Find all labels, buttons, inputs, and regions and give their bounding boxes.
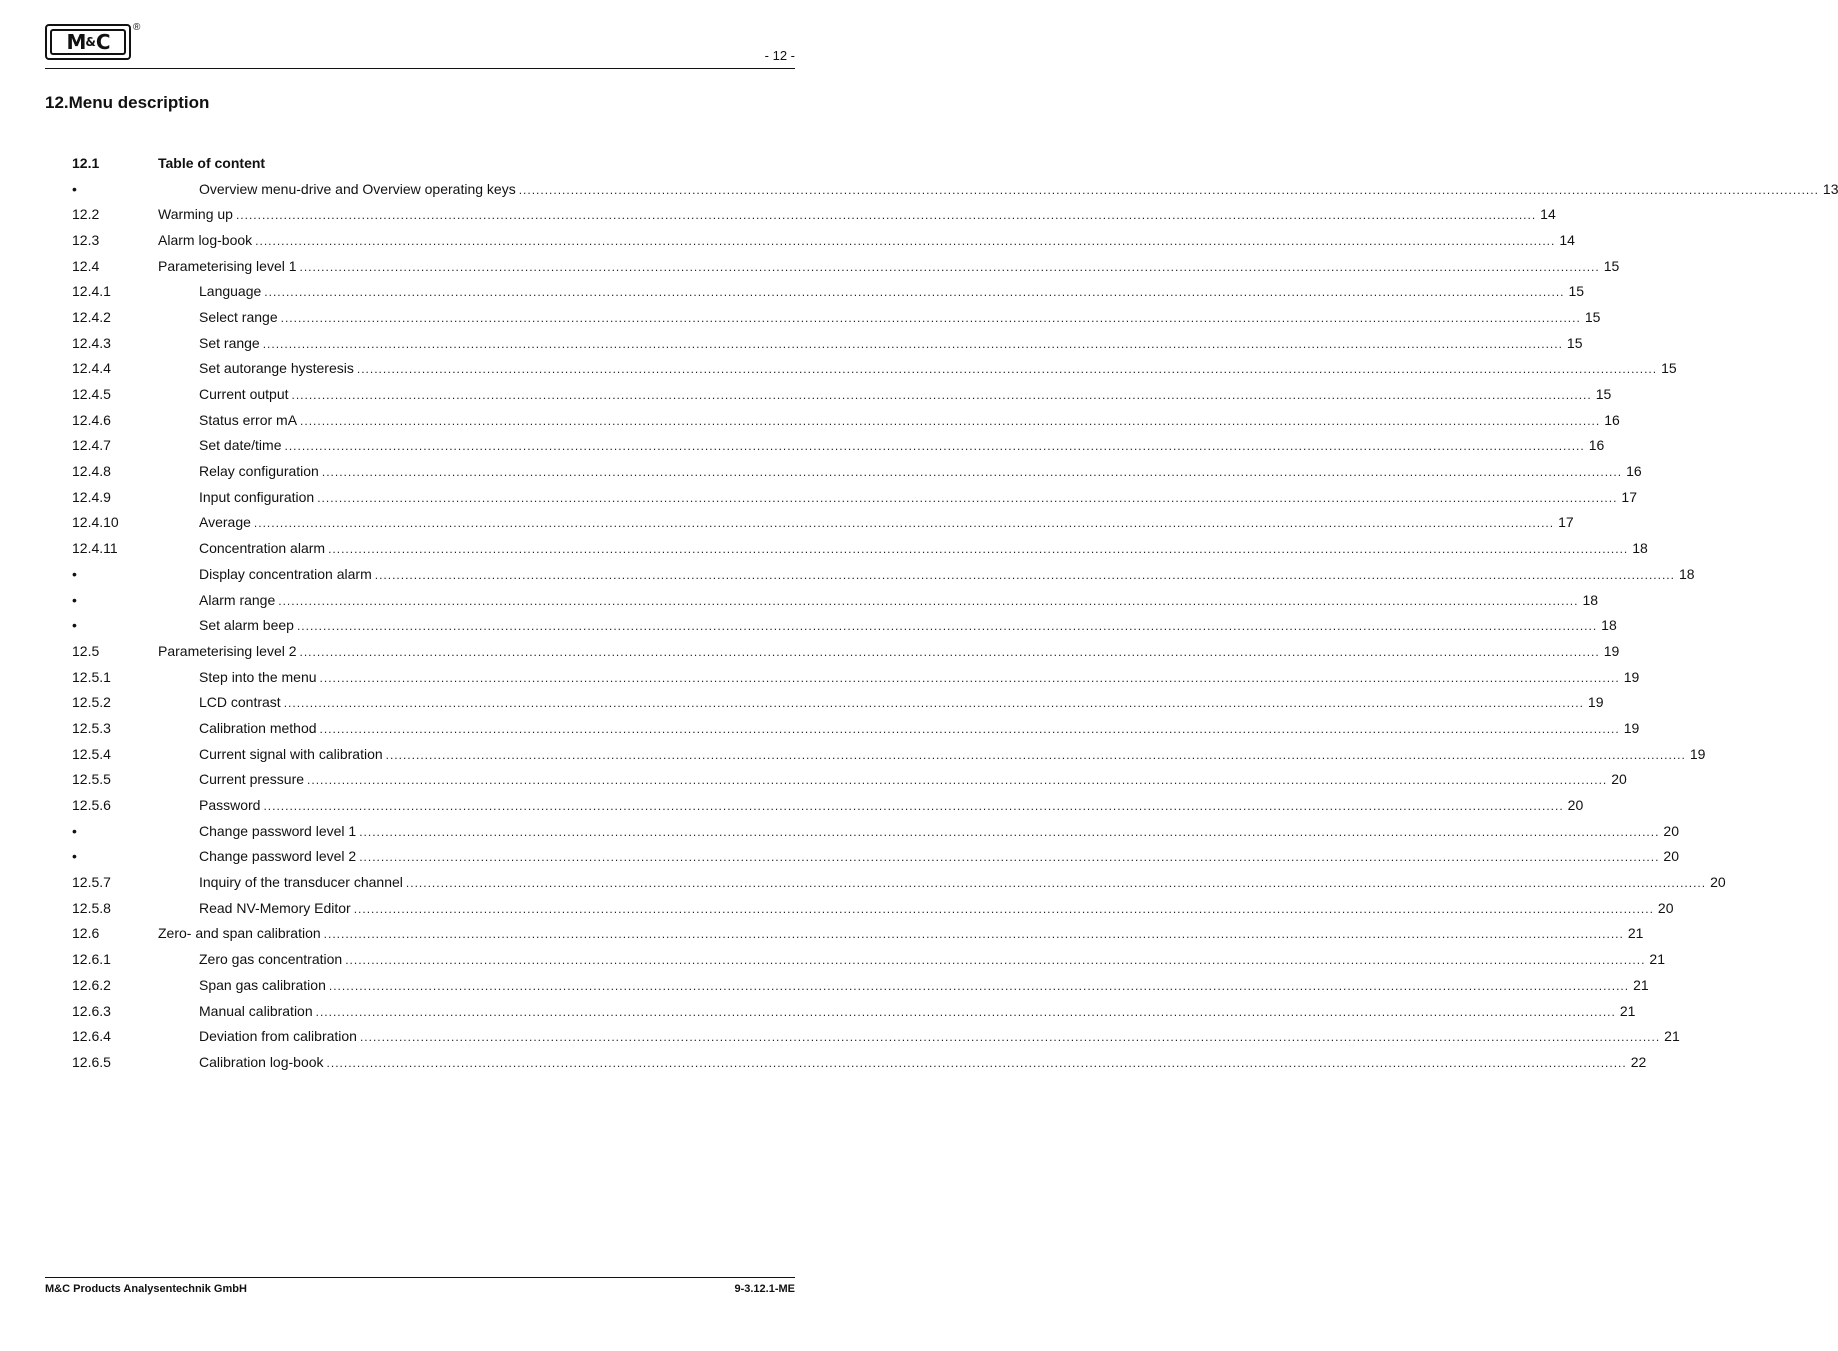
dot-leader: ............................................................................................................................................................................................................................................................................................................ bbox=[405, 876, 1707, 891]
toc-entry-page: 19 bbox=[1603, 642, 1620, 659]
toc-entry-title: Language bbox=[199, 283, 262, 300]
toc-entry-page: 21 bbox=[1633, 976, 1649, 993]
dot-leader: ............................................................................................................................................................................................................................................................................................................ bbox=[359, 1030, 1661, 1045]
toc-entry-title: Manual calibration bbox=[199, 1002, 313, 1019]
toc-entry-page: 14 bbox=[1540, 206, 1556, 223]
toc-entry-number: • bbox=[72, 180, 77, 197]
toc-heading bbox=[72, 150, 795, 176]
toc-entry-body bbox=[158, 412, 1620, 428]
toc-entry-body bbox=[158, 797, 1583, 813]
toc-entry-title: Parameterising level 2 bbox=[158, 642, 297, 659]
toc-entry-number: 12.4.2 bbox=[72, 308, 111, 325]
toc-entry[interactable] bbox=[72, 356, 1677, 382]
dot-leader: ............................................................................................................................................................................................................................................................................................................ bbox=[328, 542, 1629, 557]
footer-rule bbox=[45, 1277, 795, 1278]
toc-entry-number: • bbox=[72, 617, 77, 634]
toc-entry-page: 15 bbox=[1661, 360, 1677, 377]
dot-leader: ............................................................................................................................................................................................................................................................................................................ bbox=[356, 362, 1658, 377]
toc-entry-number: 12.4.10 bbox=[72, 514, 119, 531]
toc-entry[interactable] bbox=[72, 253, 1620, 279]
dot-leader: ............................................................................................................................................................................................................................................................................................................ bbox=[359, 824, 1660, 839]
toc-entry-page: 18 bbox=[1582, 591, 1599, 608]
toc-entry-body bbox=[158, 386, 1611, 402]
toc-entry-number: 12.5.3 bbox=[72, 719, 111, 736]
toc-entry-body bbox=[158, 437, 1604, 453]
toc-entry[interactable] bbox=[72, 741, 1706, 767]
toc-entry-title: Parameterising level 1 bbox=[158, 257, 297, 274]
toc-entry-number: 12.6.5 bbox=[72, 1053, 111, 1070]
toc-entry-page: 20 bbox=[1611, 771, 1627, 788]
dot-leader: ............................................................................................................................................................................................................................................................................................................ bbox=[518, 182, 1819, 197]
toc-entry-title: Calibration method bbox=[199, 719, 317, 736]
toc-entry-number: 12.2 bbox=[72, 206, 100, 223]
toc-entry[interactable] bbox=[72, 1023, 1680, 1049]
toc-entry[interactable] bbox=[72, 844, 1679, 870]
toc-entry-body bbox=[158, 720, 1639, 736]
toc-entry-title: Warming up bbox=[158, 206, 233, 223]
dot-leader: ............................................................................................................................................................................................................................................................................................................ bbox=[235, 208, 1537, 223]
toc-entry-number: 12.4.8 bbox=[72, 463, 111, 480]
toc-entry-number: 12.5.7 bbox=[72, 874, 111, 891]
toc-entry-body bbox=[158, 900, 1674, 916]
toc-entry[interactable] bbox=[72, 612, 1617, 638]
dot-leader: ............................................................................................................................................................................................................................................................................................................ bbox=[323, 927, 1624, 942]
toc-entry-page: 15 bbox=[1568, 283, 1585, 300]
toc-entry-page: 20 bbox=[1567, 797, 1584, 814]
toc-entry[interactable] bbox=[72, 510, 1574, 536]
toc-entry-body bbox=[158, 1054, 1646, 1070]
dot-leader: ............................................................................................................................................................................................................................................................................................................ bbox=[353, 901, 1654, 916]
toc-entry-number: 12.4 bbox=[72, 257, 100, 274]
toc-entry-body bbox=[158, 309, 1600, 325]
dot-leader: ............................................................................................................................................................................................................................................................................................................ bbox=[283, 696, 1584, 711]
dot-leader: ............................................................................................................................................................................................................................................................................................................ bbox=[255, 233, 1556, 248]
page-number: - 12 - bbox=[764, 48, 795, 63]
toc-entry-title: Deviation from calibration bbox=[199, 1028, 357, 1045]
toc-entry-title: Current signal with calibration bbox=[199, 745, 383, 762]
toc-entry-body bbox=[158, 617, 1617, 633]
toc-entry-page: 21 bbox=[1664, 1028, 1680, 1045]
toc-entry[interactable] bbox=[72, 664, 1640, 690]
toc-entry-title: Current pressure bbox=[199, 771, 305, 788]
toc-entry-title: Inquiry of the transducer channel bbox=[199, 874, 403, 891]
toc-entry-body bbox=[158, 951, 1665, 967]
dot-leader: ............................................................................................................................................................................................................................................................................................................ bbox=[264, 285, 1565, 300]
dot-leader: ............................................................................................................................................................................................................................................................................................................ bbox=[317, 490, 1618, 505]
toc-entry-body bbox=[158, 643, 1619, 659]
dot-leader: ............................................................................................................................................................................................................................................................................................................ bbox=[374, 567, 1675, 582]
toc-entry-title: LCD contrast bbox=[199, 694, 281, 711]
dot-leader: ............................................................................................................................................................................................................................................................................................................ bbox=[262, 336, 1563, 351]
toc-entry-number: 12.6 bbox=[72, 925, 100, 942]
toc-entry-title: Status error mA bbox=[199, 411, 298, 428]
toc-entry-page: 19 bbox=[1623, 668, 1640, 685]
dot-leader: ............................................................................................................................................................................................................................................................................................................ bbox=[253, 516, 1555, 531]
toc-entry-page: 20 bbox=[1657, 899, 1674, 916]
toc-entry-title: Alarm range bbox=[199, 591, 276, 608]
toc-entry-page: 21 bbox=[1627, 925, 1644, 942]
toc-entry[interactable] bbox=[72, 433, 1605, 459]
toc-entry-body bbox=[158, 566, 1695, 582]
toc-entry-number: 12.3 bbox=[72, 231, 100, 248]
toc-entry-body bbox=[158, 540, 1648, 556]
toc-entry-page: 20 bbox=[1663, 848, 1679, 865]
toc-entry-body bbox=[158, 977, 1649, 993]
toc-entry-page: 17 bbox=[1558, 514, 1574, 531]
toc-entry-page: 19 bbox=[1587, 694, 1604, 711]
toc-entry-body bbox=[158, 694, 1603, 710]
toc-entry-page: 19 bbox=[1689, 745, 1706, 762]
toc-entry-page: 20 bbox=[1710, 874, 1726, 891]
toc-entry-body bbox=[158, 258, 1619, 274]
toc-entry[interactable] bbox=[72, 484, 1637, 510]
toc-entry[interactable] bbox=[72, 304, 1601, 330]
toc-entry-title: Change password level 2 bbox=[199, 848, 357, 865]
toc-entry[interactable] bbox=[72, 792, 1584, 818]
toc-entry-number: 12.5.1 bbox=[72, 668, 111, 685]
toc-entry-title: Alarm log-book bbox=[158, 231, 253, 248]
toc-entry-number: 12.5.8 bbox=[72, 899, 111, 916]
dot-leader: ............................................................................................................................................................................................................................................................................................................ bbox=[319, 721, 1620, 736]
toc-entry-body bbox=[158, 592, 1598, 608]
dot-leader: ............................................................................................................................................................................................................................................................................................................ bbox=[307, 773, 1608, 788]
toc-entry[interactable] bbox=[72, 381, 1612, 407]
toc-entry-title: Zero- and span calibration bbox=[158, 925, 321, 942]
toc-entry[interactable] bbox=[72, 535, 1648, 561]
toc-entry-body bbox=[158, 181, 1838, 197]
toc-entry[interactable] bbox=[72, 767, 1627, 793]
chapter-title: 12.Menu description bbox=[45, 93, 210, 112]
toc-entry-number: 12.4.11 bbox=[72, 540, 118, 557]
toc-entry-page: 22 bbox=[1630, 1053, 1647, 1070]
toc-entry-title: Current output bbox=[199, 386, 289, 403]
toc-entry-title: Average bbox=[199, 514, 251, 531]
toc-entry-body bbox=[158, 848, 1679, 864]
toc-entry[interactable] bbox=[72, 946, 1665, 972]
toc-entry[interactable] bbox=[72, 869, 1726, 895]
toc-entry-title: Set autorange hysteresis bbox=[199, 360, 354, 377]
toc-entry-page: 18 bbox=[1678, 565, 1695, 582]
toc-entry-body bbox=[158, 283, 1584, 299]
toc-entry-page: 16 bbox=[1604, 411, 1620, 428]
toc-entry-page: 16 bbox=[1626, 463, 1642, 480]
toc-entry[interactable] bbox=[72, 176, 1838, 202]
toc-entry-body bbox=[158, 1028, 1680, 1044]
toc-entry-number: 12.6.3 bbox=[72, 1002, 111, 1019]
toc-entry-page: 15 bbox=[1566, 334, 1583, 351]
toc-entry-page: 18 bbox=[1632, 540, 1648, 557]
toc-entry-page: 21 bbox=[1619, 1002, 1636, 1019]
table-of-contents bbox=[72, 150, 1838, 1075]
toc-entry-title: Relay configuration bbox=[199, 463, 319, 480]
toc-entry[interactable] bbox=[72, 587, 1599, 613]
toc-entry-body bbox=[158, 232, 1575, 248]
toc-entry-title: Input configuration bbox=[199, 488, 315, 505]
toc-entry-body bbox=[158, 746, 1705, 762]
toc-entry-body bbox=[158, 335, 1583, 351]
toc-entry-number: • bbox=[72, 591, 77, 608]
toc-entry[interactable] bbox=[72, 227, 1575, 253]
footer-doc-id: 9-3.12.1-ME bbox=[734, 1283, 795, 1295]
toc-entry-number: 12.6.1 bbox=[72, 951, 111, 968]
toc-entry-number: • bbox=[72, 848, 77, 865]
toc-entry-number: 12.4.6 bbox=[72, 411, 111, 428]
toc-entry-page: 20 bbox=[1663, 822, 1679, 839]
toc-entry-number: 12.4.5 bbox=[72, 386, 111, 403]
toc-entry-body bbox=[158, 360, 1677, 376]
toc-entry-number: 12.4.9 bbox=[72, 488, 111, 505]
toc-entry[interactable] bbox=[72, 458, 1642, 484]
toc-entry-page: 16 bbox=[1588, 437, 1605, 454]
toc-entry[interactable] bbox=[72, 638, 1620, 664]
toc-entry-number: 12.6.4 bbox=[72, 1028, 111, 1045]
toc-entry-number: 12.4.7 bbox=[72, 437, 111, 454]
dot-leader: ............................................................................................................................................................................................................................................................................................................ bbox=[385, 747, 1686, 762]
toc-entry-body bbox=[158, 823, 1679, 839]
toc-entry-title: Display concentration alarm bbox=[199, 565, 372, 582]
toc-entry-body bbox=[158, 1003, 1635, 1019]
dot-leader: ............................................................................................................................................................................................................................................................................................................ bbox=[359, 850, 1660, 865]
toc-entry-title: Span gas calibration bbox=[199, 976, 326, 993]
toc-entry-number: • bbox=[72, 822, 77, 839]
toc-entry-body bbox=[158, 925, 1643, 941]
toc-entry-body bbox=[158, 874, 1726, 890]
toc-entry-title: Overview menu-drive and Overview operating keys bbox=[199, 180, 516, 197]
toc-entry-number: • bbox=[72, 565, 77, 582]
toc-entry-page: 15 bbox=[1584, 308, 1601, 325]
toc-heading-number: 12.1 bbox=[72, 154, 100, 171]
registered-mark: ® bbox=[133, 22, 141, 33]
toc-entry[interactable] bbox=[72, 895, 1674, 921]
toc-entry-number: 12.6.2 bbox=[72, 976, 111, 993]
toc-entry[interactable] bbox=[72, 921, 1644, 947]
dot-leader: ............................................................................................................................................................................................................................................................................................................ bbox=[315, 1004, 1616, 1019]
toc-entry-page: 19 bbox=[1623, 719, 1640, 736]
dot-leader: ............................................................................................................................................................................................................................................................................................................ bbox=[284, 439, 1585, 454]
toc-entry[interactable] bbox=[72, 1049, 1647, 1075]
toc-entry-number: 12.5.5 bbox=[72, 771, 111, 788]
toc-entry-title: Set date/time bbox=[199, 437, 282, 454]
toc-entry-page: 17 bbox=[1621, 488, 1637, 505]
dot-leader: ............................................................................................................................................................................................................................................................................................................ bbox=[291, 388, 1592, 403]
toc-entry-page: 14 bbox=[1559, 231, 1575, 248]
toc-entries bbox=[72, 176, 1838, 1075]
toc-entry-title: Read NV-Memory Editor bbox=[199, 899, 351, 916]
toc-entry-number: 12.4.4 bbox=[72, 360, 111, 377]
toc-entry-number: 12.5.6 bbox=[72, 797, 111, 814]
dot-leader: ............................................................................................................................................................................................................................................................................................................ bbox=[319, 670, 1620, 685]
toc-entry[interactable] bbox=[72, 998, 1636, 1024]
toc-entry-number: 12.5.4 bbox=[72, 745, 111, 762]
toc-entry-number: 12.4.1 bbox=[72, 283, 111, 300]
toc-entry-title: Change password level 1 bbox=[199, 822, 357, 839]
toc-entry-number: 12.5.2 bbox=[72, 694, 111, 711]
toc-entry-body bbox=[158, 489, 1637, 505]
dot-leader: ............................................................................................................................................................................................................................................................................................................ bbox=[296, 619, 1598, 634]
toc-entry[interactable] bbox=[72, 689, 1604, 715]
dot-leader: ............................................................................................................................................................................................................................................................................................................ bbox=[263, 799, 1564, 814]
dot-leader: ............................................................................................................................................................................................................................................................................................................ bbox=[321, 465, 1623, 480]
toc-entry-number: 12.5 bbox=[72, 642, 100, 659]
toc-entry[interactable] bbox=[72, 278, 1585, 304]
dot-leader: ............................................................................................................................................................................................................................................................................................................ bbox=[345, 953, 1646, 968]
dot-leader: ............................................................................................................................................................................................................................................................................................................ bbox=[299, 644, 1600, 659]
toc-entry-title: Select range bbox=[199, 308, 278, 325]
toc-entry-title: Step into the menu bbox=[199, 668, 317, 685]
header-rule bbox=[45, 68, 795, 69]
toc-entry-body bbox=[158, 514, 1574, 530]
toc-entry[interactable] bbox=[72, 201, 1556, 227]
toc-entry-title: Password bbox=[199, 797, 261, 814]
toc-entry-page: 15 bbox=[1603, 257, 1620, 274]
toc-entry-body bbox=[158, 463, 1642, 479]
toc-entry-body bbox=[158, 771, 1627, 787]
toc-entry-page: 18 bbox=[1601, 617, 1617, 634]
toc-entry[interactable] bbox=[72, 407, 1620, 433]
toc-heading-title: Table of content bbox=[158, 154, 266, 171]
dot-leader: ............................................................................................................................................................................................................................................................................................................ bbox=[278, 593, 1579, 608]
toc-entry-page: 15 bbox=[1595, 386, 1612, 403]
toc-entry-body bbox=[158, 669, 1639, 685]
toc-entry-body bbox=[158, 206, 1556, 222]
footer-company: M&C Products Analysentechnik GmbH bbox=[45, 1283, 247, 1295]
toc-entry-page: 21 bbox=[1649, 951, 1665, 968]
toc-entry-number: 12.4.3 bbox=[72, 334, 111, 351]
dot-leader: ............................................................................................................................................................................................................................................................................................................ bbox=[299, 259, 1600, 274]
dot-leader: ............................................................................................................................................................................................................................................................................................................ bbox=[300, 413, 1601, 428]
toc-entry[interactable] bbox=[72, 972, 1649, 998]
toc-entry-title: Calibration log-book bbox=[199, 1053, 324, 1070]
toc-entry[interactable] bbox=[72, 818, 1679, 844]
dot-leader: ............................................................................................................................................................................................................................................................................................................ bbox=[328, 978, 1630, 993]
toc-entry-title: Concentration alarm bbox=[199, 540, 326, 557]
toc-entry[interactable] bbox=[72, 561, 1695, 587]
toc-entry-title: Set alarm beep bbox=[199, 617, 294, 634]
dot-leader: ............................................................................................................................................................................................................................................................................................................ bbox=[326, 1055, 1627, 1070]
toc-entry-title: Zero gas concentration bbox=[199, 951, 343, 968]
logo-mark: M & C bbox=[50, 29, 126, 55]
dot-leader: ............................................................................................................................................................................................................................................................................................................ bbox=[280, 310, 1581, 325]
toc-entry[interactable] bbox=[72, 330, 1583, 356]
toc-entry-page: 13 bbox=[1822, 180, 1838, 197]
company-logo bbox=[45, 24, 131, 60]
toc-entry-title: Set range bbox=[199, 334, 260, 351]
toc-entry[interactable] bbox=[72, 715, 1640, 741]
